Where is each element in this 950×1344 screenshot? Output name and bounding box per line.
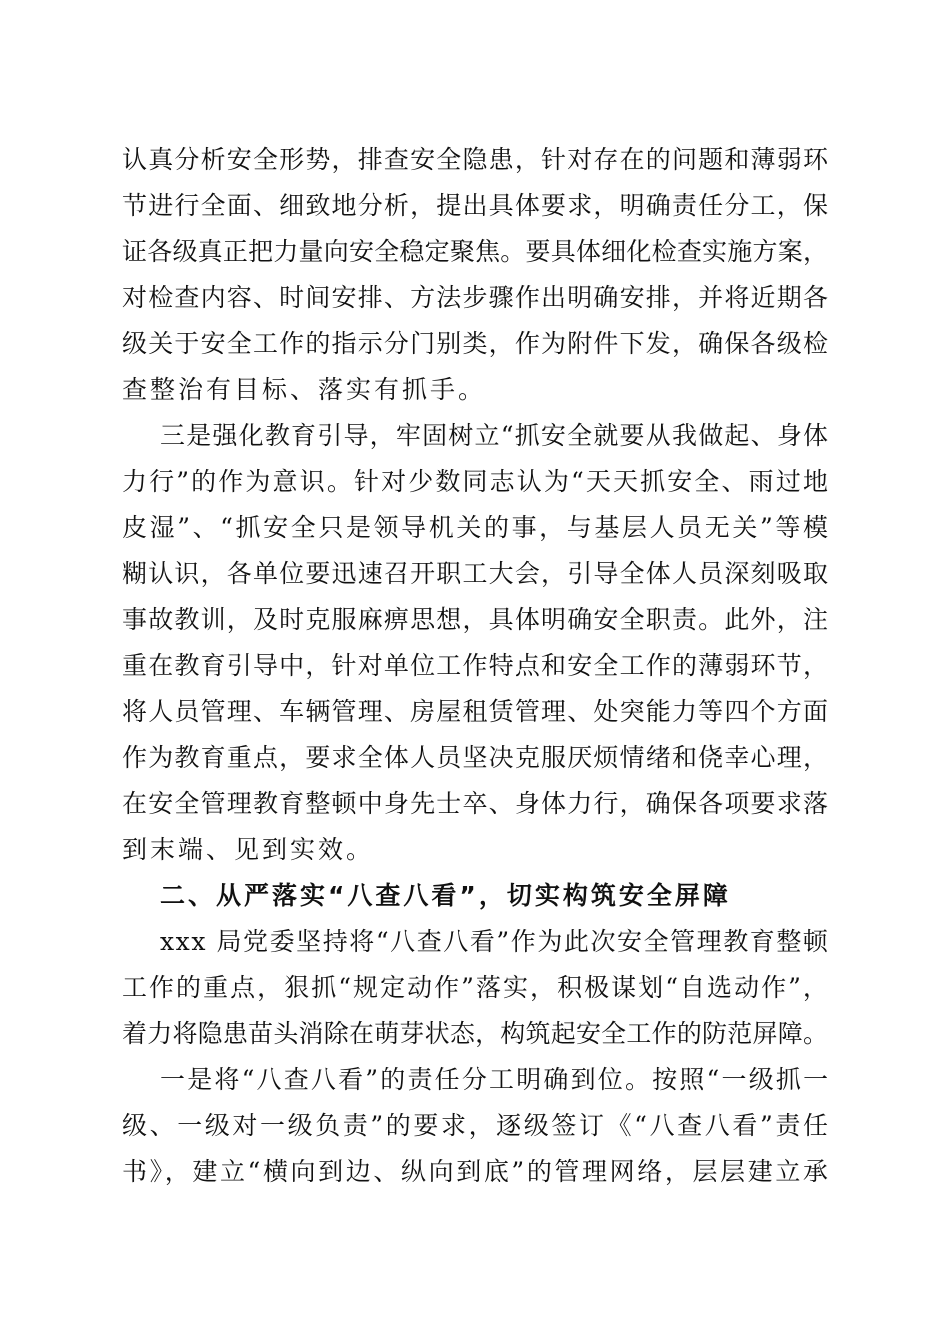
text-line — [0, 506, 950, 550]
text-line — [0, 920, 950, 964]
text-line — [0, 598, 950, 642]
text-line — [0, 644, 950, 688]
line-text: 事故教训，及时克服麻痹思想，具体明确安全职责。此外，注 — [122, 605, 830, 634]
text-line — [0, 138, 950, 182]
text-line — [0, 690, 950, 734]
line-text: 认真分析安全形势，排查安全隐患，针对存在的问题和薄弱环 — [122, 145, 830, 174]
text-line — [0, 782, 950, 826]
line-text: xxx 局党委坚持将“八查八看”作为此次安全管理教育整顿 — [160, 927, 830, 956]
text-line — [0, 736, 950, 780]
text-line — [0, 552, 950, 596]
section-heading-text: 二、从严落实“八查八看”，切实构筑安全屏障 — [160, 881, 731, 910]
text-line — [0, 966, 950, 1010]
text-line — [0, 322, 950, 366]
line-text: 级、一级对一级负责”的要求，逐级签订《“八查八看”责任 — [122, 1111, 831, 1140]
text-line — [0, 276, 950, 320]
line-text: 书》，建立“横向到边、纵向到底”的管理网络，层层建立承 — [122, 1157, 831, 1186]
text-line — [0, 184, 950, 228]
line-text: 将人员管理、车辆管理、房屋租赁管理、处突能力等四个方面 — [122, 697, 830, 726]
text-line — [0, 1058, 950, 1102]
text-line — [0, 1012, 950, 1056]
line-text: 作为教育重点，要求全体人员坚决克服厌烦情绪和侥幸心理， — [122, 743, 830, 772]
line-text: 在安全管理教育整顿中身先士卒、身体力行，确保各项要求落 — [122, 789, 830, 818]
line-text: 力行”的作为意识。针对少数同志认为“天天抓安全、雨过地 — [122, 467, 831, 496]
line-text: 节进行全面、细致地分析，提出具体要求，明确责任分工，保 — [122, 191, 830, 220]
line-text: 一是将“八查八看”的责任分工明确到位。按照“一级抓一 — [160, 1065, 831, 1094]
line-text: 重在教育引导中，针对单位工作特点和安全工作的薄弱环节， — [122, 651, 830, 680]
section-heading — [0, 874, 950, 918]
line-text: 证各级真正把力量向安全稳定聚焦。要具体细化检查实施方案， — [122, 237, 829, 266]
line-text: 工作的重点，狠抓“规定动作”落实，积极谋划“自选动作”， — [122, 973, 830, 1002]
text-line — [0, 230, 950, 274]
text-line — [0, 828, 950, 872]
line-text: 查整治有目标、落实有抓手。 — [122, 375, 487, 404]
line-text: 着力将隐患苗头消除在萌芽状态，构筑起安全工作的防范屏障。 — [122, 1019, 829, 1048]
text-line — [0, 414, 950, 458]
text-line — [0, 460, 950, 504]
line-text: 皮湿”、“抓安全只是领导机关的事，与基层人员无关”等模 — [122, 513, 831, 542]
line-text: 对检查内容、时间安排、方法步骤作出明确安排，并将近期各 — [122, 283, 830, 312]
text-line — [0, 1104, 950, 1148]
line-text: 糊认识，各单位要迅速召开职工大会，引导全体人员深刻吸取 — [122, 559, 830, 588]
text-line — [0, 368, 950, 412]
line-text: 到末端、见到实效。 — [122, 835, 375, 864]
line-text: 三是强化教育引导，牢固树立“抓安全就要从我做起、身体 — [160, 421, 830, 450]
text-line — [0, 1150, 950, 1194]
line-text: 级关于安全工作的指示分门别类，作为附件下发，确保各级检 — [122, 329, 830, 358]
